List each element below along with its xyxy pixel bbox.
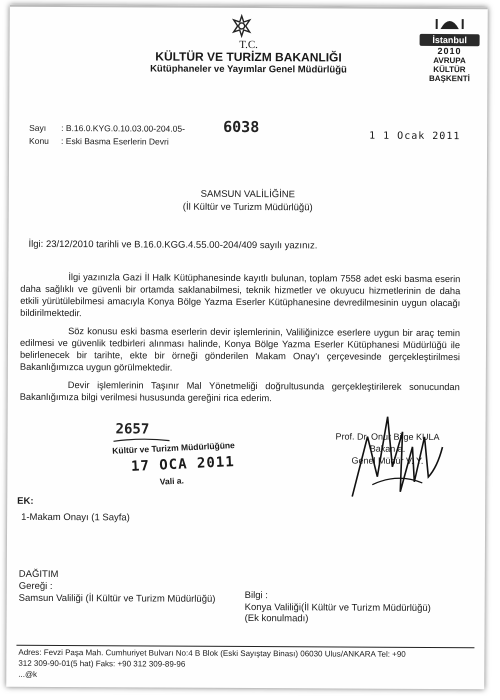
- bilgi-label: Bilgi :: [244, 589, 268, 602]
- header-ministry: KÜLTÜR VE TURİZM BAKANLIĞI: [155, 49, 342, 65]
- istanbul-line3: BAŞKENTİ: [428, 73, 470, 84]
- konu-value: : Eski Basma Eserlerin Devri: [61, 136, 169, 147]
- sayi-value: : B.16.0.KYG.0.10.03.00-204.05-: [61, 123, 185, 134]
- header-directorate: Kütüphaneler ve Yayımlar Genel Müdürlüğü: [150, 63, 347, 76]
- istanbul-label: İstanbul: [420, 34, 480, 46]
- body-paragraph-2: Söz konusu eski basma eserlerin devir işlemlerinin, Valiliğinizce eserlere uygun bir araç temin edilmesi ve güvenlik tedbirleri alınması halinde, Konya Bölge Yazma Eserler Kütüphanesi Müdürlüğü ile belirlenecek bir tarihte, ekte bir örneği gönderilen Makam Onay'ı çerçevesinde gerçekleştirilmesi Bakanlığımızca uygun görülmektedir.: [19, 326, 461, 373]
- received-stamp: [98, 439, 261, 504]
- header-tc: T.C.: [239, 38, 258, 52]
- body-paragraph-3: Devir işlemlerinin Taşınır Mal Yönetmeliği doğrultusunda gerçekleştirilerek sonucundan Bakanlığımıza bilgi verilmesi hususunda gereğini rica ederim.: [19, 380, 460, 404]
- footer-phone: 312 309-90-01(5 hat) Faks: +90 312 309-89-96: [18, 658, 186, 669]
- stamp-number: 2657: [115, 421, 150, 438]
- attachments-label: EK:: [17, 495, 34, 507]
- istanbul-2010-logo: [419, 13, 479, 83]
- stamp-date: 17 OCA 2011: [130, 454, 236, 475]
- istanbul-line1: AVRUPA: [433, 55, 466, 66]
- ministry-emblem-icon: [230, 14, 254, 38]
- gereg-label: Gereği :: [18, 580, 53, 592]
- date-stamp: 1 1 Ocak 2011: [369, 130, 461, 143]
- signer-name: Prof. Dr. Onur Bilge KULA: [335, 431, 440, 443]
- attachment-item: 1-Makam Onayı (1 Sayfa): [21, 511, 130, 524]
- sayi-handwritten: 6038: [223, 117, 260, 137]
- bilgi-value2: (Ek konulmadı): [244, 612, 309, 625]
- signer-title2: Genel Müdür V. Y.: [351, 455, 424, 466]
- konu-label: Konu: [29, 135, 49, 146]
- addressee-line2: (İl Kültür ve Turizm Müdürlüğü): [182, 201, 313, 214]
- mosque-silhouette-icon: [433, 13, 467, 29]
- bilgi-value1: Konya Valiliği(İl Kültür ve Turizm Müdürlüğü): [244, 601, 431, 614]
- handwritten-signature-icon: [342, 407, 453, 508]
- letter-page: [6, 5, 488, 689]
- sayi-label: Sayı: [29, 122, 47, 133]
- top-edge: [10, 5, 488, 10]
- istanbul-year: 2010: [437, 45, 462, 57]
- distribution-heading: DAĞITIM: [18, 568, 59, 581]
- stamp-vali: Vali a.: [159, 475, 185, 487]
- footer-address: Adres: Fevzi Paşa Mah. Cumhuriyet Bulvarı No:4 B Blok (Eski Sayıştay Binası) 06030 Ulus/ANKARA Tel: +90: [18, 647, 406, 659]
- body-paragraph-1: İlgi yazınızla Gazi İl Halk Kütüphanesinde kayıtlı bulunan, toplam 7558 adet eski basma eserin daha sağlıklı ve güvenli bir ortamda saklanabilmesi, teknik hizmetler ve okuyucu hizmetlerinin de daha etkili yürütülebilmesi amacıyla Konya Bölge Yazma Eserler Kütüphanesine devredilmesinin uygun olacağı bildirilmektedir.: [20, 272, 461, 319]
- signer-title1: Bakan a.: [369, 443, 406, 454]
- addressee-line1: SAMSUN VALİLİĞİNE: [200, 188, 295, 201]
- gereg-value: Samsun Valiliği (İl Kültür ve Turizm Müdürlüğü): [18, 592, 216, 605]
- reference-line: İlgi: 23/12/2010 tarihli ve B.16.0.KGG.4.55.00-204/409 sayılı yazınız.: [28, 238, 318, 252]
- stamp-office: Kültür ve Turizm Müdürlüğüne: [112, 440, 236, 456]
- istanbul-line2: KÜLTÜR: [433, 64, 466, 75]
- footer-email: ...@k: [18, 669, 38, 679]
